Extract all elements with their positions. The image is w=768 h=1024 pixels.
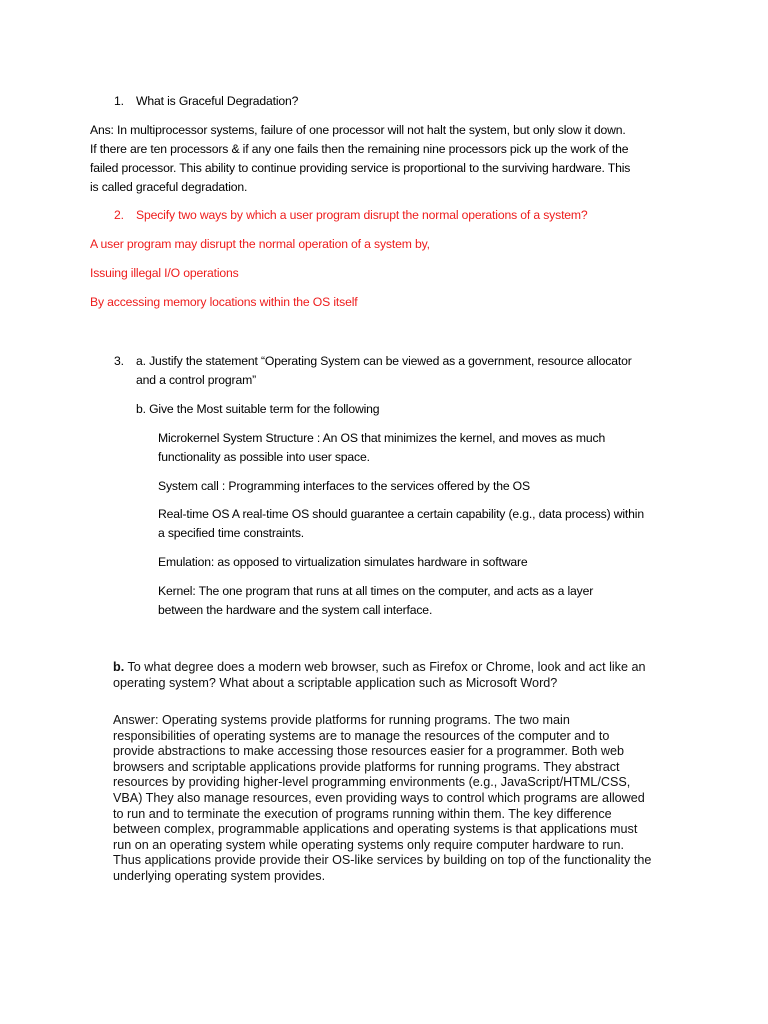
qb-answer-line: provide abstractions to make accessing those resources easier for a programmer. Both web [113, 744, 624, 759]
qb-answer-line: Thus applications provide provide their OS-like services by building on top of the functionality the [113, 853, 652, 868]
q3-part-b: b. Give the Most suitable term for the following [136, 402, 380, 416]
q1-answer-line: failed processor. This ability to continue providing service is proportional to the surviving hardware. This [90, 161, 631, 175]
q1-answer-line: Ans: In multiprocessor systems, failure of one processor will not halt the system, but only slow it down. [90, 123, 626, 137]
qb-answer-line: resources by providing higher-level programming environments (e.g., JavaScript/HTML/CSS, [113, 775, 631, 790]
q2-way: By accessing memory locations within the OS itself [90, 295, 358, 309]
term-emulation: Emulation: as opposed to virtualization simulates hardware in software [158, 555, 528, 569]
q2-answer-intro: A user program may disrupt the normal operation of a system by, [90, 237, 430, 251]
q1-question: What is Graceful Degradation? [136, 94, 299, 108]
qb-label: b. [113, 660, 125, 674]
term-real-time-os: Real-time OS A real-time OS should guarantee a certain capability (e.g., data process) within [158, 507, 644, 521]
qb-answer-line: Answer: Operating systems provide platforms for running programs. The two main [113, 713, 570, 727]
term-kernel: Kernel: The one program that runs at all times on the computer, and acts as a layer [158, 584, 594, 598]
q2-question: Specify two ways by which a user program disrupt the normal operations of a system? [136, 208, 588, 222]
q1-answer-line: If there are ten processors & if any one fails then the remaining nine processors pick up the work of the [90, 142, 629, 156]
q1-number: 1. [114, 94, 124, 108]
qb-question-text: To what degree does a modern web browser, such as Firefox or Chrome, look and act like an operating system? What about a scriptable application such as Microsoft Word? [113, 660, 646, 690]
q2-number: 2. [114, 208, 124, 222]
q2-way: Issuing illegal I/O operations [90, 266, 239, 280]
qb-answer-line: underlying operating system provides. [113, 868, 326, 883]
qb-answer-line: VBA) They also manage resources, even providing ways to control which programs are allowed [113, 790, 645, 805]
qb-answer [113, 713, 683, 885]
q3-number: 3. [114, 354, 124, 368]
q3-part-a-line: and a control program” [136, 373, 256, 387]
term-microkernel: Microkernel System Structure : An OS that minimizes the kernel, and moves as much [158, 431, 606, 445]
term-microkernel-cont: functionality as possible into user space. [158, 450, 370, 464]
q1-answer-line: is called graceful degradation. [90, 180, 248, 194]
qb-answer-line: between complex, programmable applications and operating systems is that applications must [113, 822, 638, 837]
qb-answer-line: browsers and scriptable applications provide platforms for running programs. They abstract [113, 759, 620, 774]
term-real-time-os-cont: a specified time constraints. [158, 526, 305, 540]
term-kernel-cont: between the hardware and the system call interface. [158, 603, 433, 617]
qb-answer-line: to run and to terminate the execution of programs running within them. The key difference [113, 806, 612, 821]
qb-answer-line: responsibilities of operating systems are to manage the resources of the computer and to [113, 728, 610, 743]
term-system-call: System call : Programming interfaces to the services offered by the OS [158, 479, 530, 493]
qb-question [113, 660, 678, 691]
qb-answer-line: run on an operating system while operating systems only require computer hardware to run. [113, 837, 625, 852]
q3-part-a-line: a. Justify the statement “Operating System can be viewed as a government, resource allocator [136, 354, 632, 368]
